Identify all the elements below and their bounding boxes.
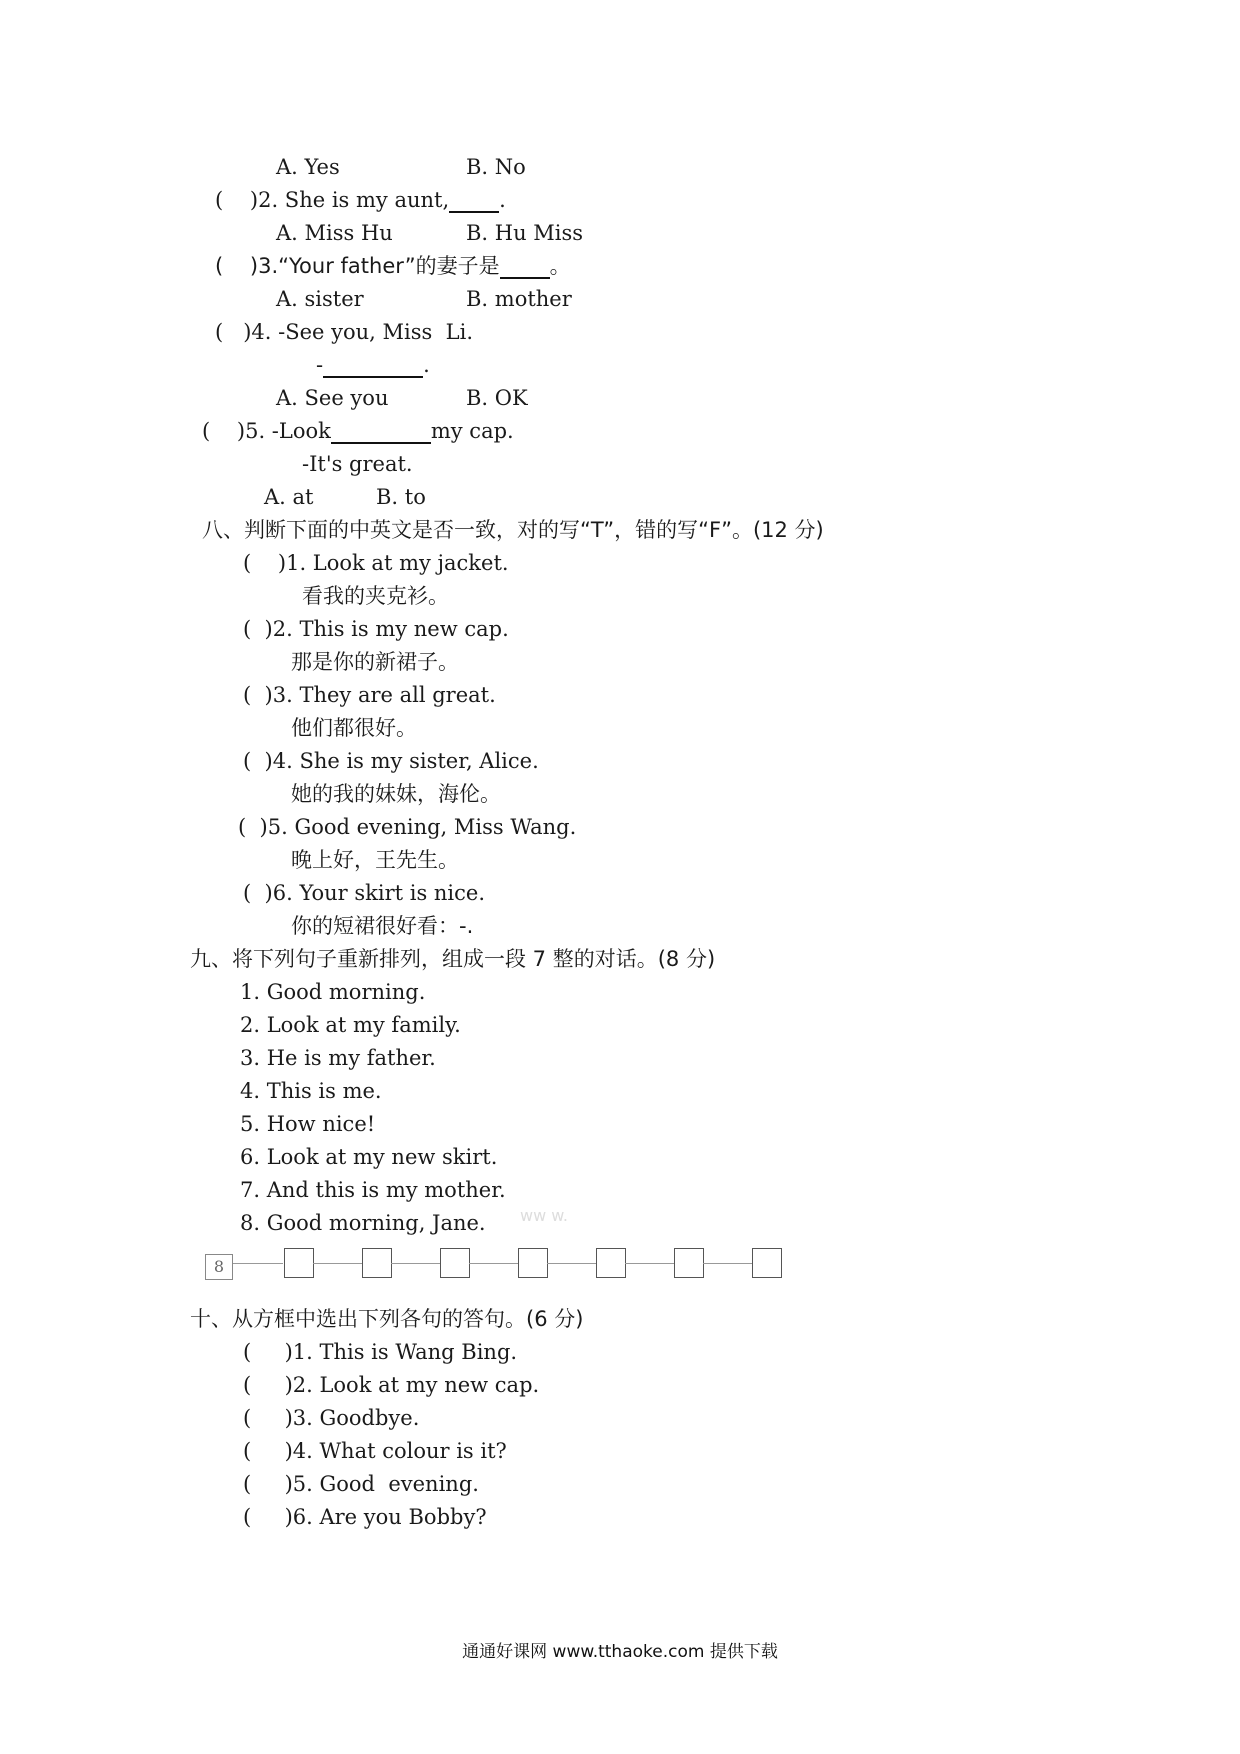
section8-item-1-cn: 看我的夹克衫。 <box>302 584 449 608</box>
section9-item-7: 7. And this is my mother. <box>240 1178 506 1202</box>
answer-blank[interactable] <box>500 255 550 279</box>
q2-text: 2. She is my aunt, <box>258 188 450 212</box>
section9-item-1: 1. Good morning. <box>240 980 426 1004</box>
q3-option-b: B. mother <box>466 287 572 311</box>
q4-option-a: A. See you <box>276 386 389 410</box>
q2-option-b: B. Hu Miss <box>466 221 584 245</box>
section8-item-2-cn: 那是你的新裙子。 <box>291 650 459 674</box>
section9-item-2: 2. Look at my family. <box>240 1013 461 1037</box>
q3-option-a: A. sister <box>276 287 364 311</box>
section10-item-6[interactable]: ( )6. Are you Bobby? <box>243 1505 487 1529</box>
order-start-box: 8 <box>205 1254 233 1280</box>
section10-item-4[interactable]: ( )4. What colour is it? <box>243 1439 507 1463</box>
section8-item-5-cn: 晚上好，王先生。 <box>291 848 459 872</box>
section10-item-3[interactable]: ( )3. Goodbye. <box>243 1406 420 1430</box>
order-connector <box>703 1263 752 1264</box>
q3-tail: 。 <box>549 254 571 278</box>
order-answer-box[interactable] <box>752 1248 782 1278</box>
order-answer-box[interactable] <box>518 1248 548 1278</box>
section8-item-6-cn: 你的短裙很好看：-. <box>291 914 474 938</box>
q2-line <box>215 187 506 213</box>
section9-title: 九、将下列句子重新排列，组成一段 7 整的对话。(8 分) <box>190 947 716 971</box>
answer-paren[interactable]: ( ) <box>215 188 259 212</box>
section9-item-8: 8. Good morning, Jane. <box>240 1211 486 1235</box>
section10-item-2[interactable]: ( )2. Look at my new cap. <box>243 1373 540 1397</box>
q5-tail: my cap. <box>430 419 514 443</box>
order-answer-box[interactable] <box>674 1248 704 1278</box>
section8-item-3-en[interactable]: ( )3. They are all great. <box>243 683 496 707</box>
q2-tail: . <box>499 188 506 212</box>
section9-item-5: 5. How nice! <box>240 1112 376 1136</box>
order-connector <box>233 1263 283 1264</box>
q1-option-b: B. No <box>466 155 526 179</box>
q5-option-a: A. at <box>264 485 314 509</box>
q4-reply-tail: . <box>423 353 430 377</box>
answer-blank[interactable] <box>323 354 423 378</box>
q5-text: 5. -Look <box>245 419 331 443</box>
section8-item-4-en[interactable]: ( )4. She is my sister, Alice. <box>243 749 539 773</box>
section8-item-1-en[interactable]: ( )1. Look at my jacket. <box>243 551 509 575</box>
section8-item-6-en[interactable]: ( )6. Your skirt is nice. <box>243 881 486 905</box>
section8-item-4-cn: 她的我的妹妹，海伦。 <box>291 782 501 806</box>
q3-text: 3.“Your father”的妻子是 <box>258 254 500 278</box>
q3-line <box>215 253 571 279</box>
section8-title: 八、判断下面的中英文是否一致，对的写“T”，错的写“F”。(12 分) <box>202 518 824 542</box>
answer-paren[interactable]: ( ) <box>202 419 246 443</box>
answer-blank[interactable] <box>331 420 431 444</box>
q4-reply-dash: - <box>316 353 324 377</box>
q5-line <box>202 418 514 444</box>
q4-option-b: B. OK <box>466 386 528 410</box>
q4-text: 4. -See you, Miss Li. <box>251 320 473 344</box>
answer-blank[interactable] <box>449 189 499 213</box>
q1-option-a: A. Yes <box>276 155 340 179</box>
q2-option-a: A. Miss Hu <box>276 221 393 245</box>
order-connector <box>625 1263 674 1264</box>
watermark: ww w. <box>520 1206 568 1225</box>
q4-reply-line <box>316 352 430 378</box>
section10-item-1[interactable]: ( )1. This is Wang Bing. <box>243 1340 518 1364</box>
q4-line <box>215 319 473 345</box>
q5-option-b: B. to <box>376 485 426 509</box>
answer-paren[interactable]: ( ) <box>215 320 252 344</box>
order-connector <box>547 1263 596 1264</box>
section8-item-5-en[interactable]: ( )5. Good evening, Miss Wang. <box>238 815 577 839</box>
section10-title: 十、从方框中选出下列各句的答句。(6 分) <box>190 1307 584 1331</box>
section9-item-4: 4. This is me. <box>240 1079 382 1103</box>
section9-item-6: 6. Look at my new skirt. <box>240 1145 498 1169</box>
section9-item-3: 3. He is my father. <box>240 1046 436 1070</box>
order-answer-box[interactable] <box>596 1248 626 1278</box>
order-answer-box[interactable] <box>284 1248 314 1278</box>
order-connector <box>391 1263 440 1264</box>
order-connector <box>469 1263 518 1264</box>
answer-paren[interactable]: ( ) <box>215 254 259 278</box>
section10-item-5[interactable]: ( )5. Good evening. <box>243 1472 479 1496</box>
order-answer-box[interactable] <box>362 1248 392 1278</box>
page-footer: 通通好课网 www.tthaoke.com 提供下载 <box>462 1642 778 1662</box>
section8-item-3-cn: 他们都很好。 <box>291 716 417 740</box>
order-connector <box>313 1263 362 1264</box>
order-answer-box[interactable] <box>440 1248 470 1278</box>
q5-reply: -It's great. <box>302 452 413 476</box>
section8-item-2-en[interactable]: ( )2. This is my new cap. <box>243 617 509 641</box>
